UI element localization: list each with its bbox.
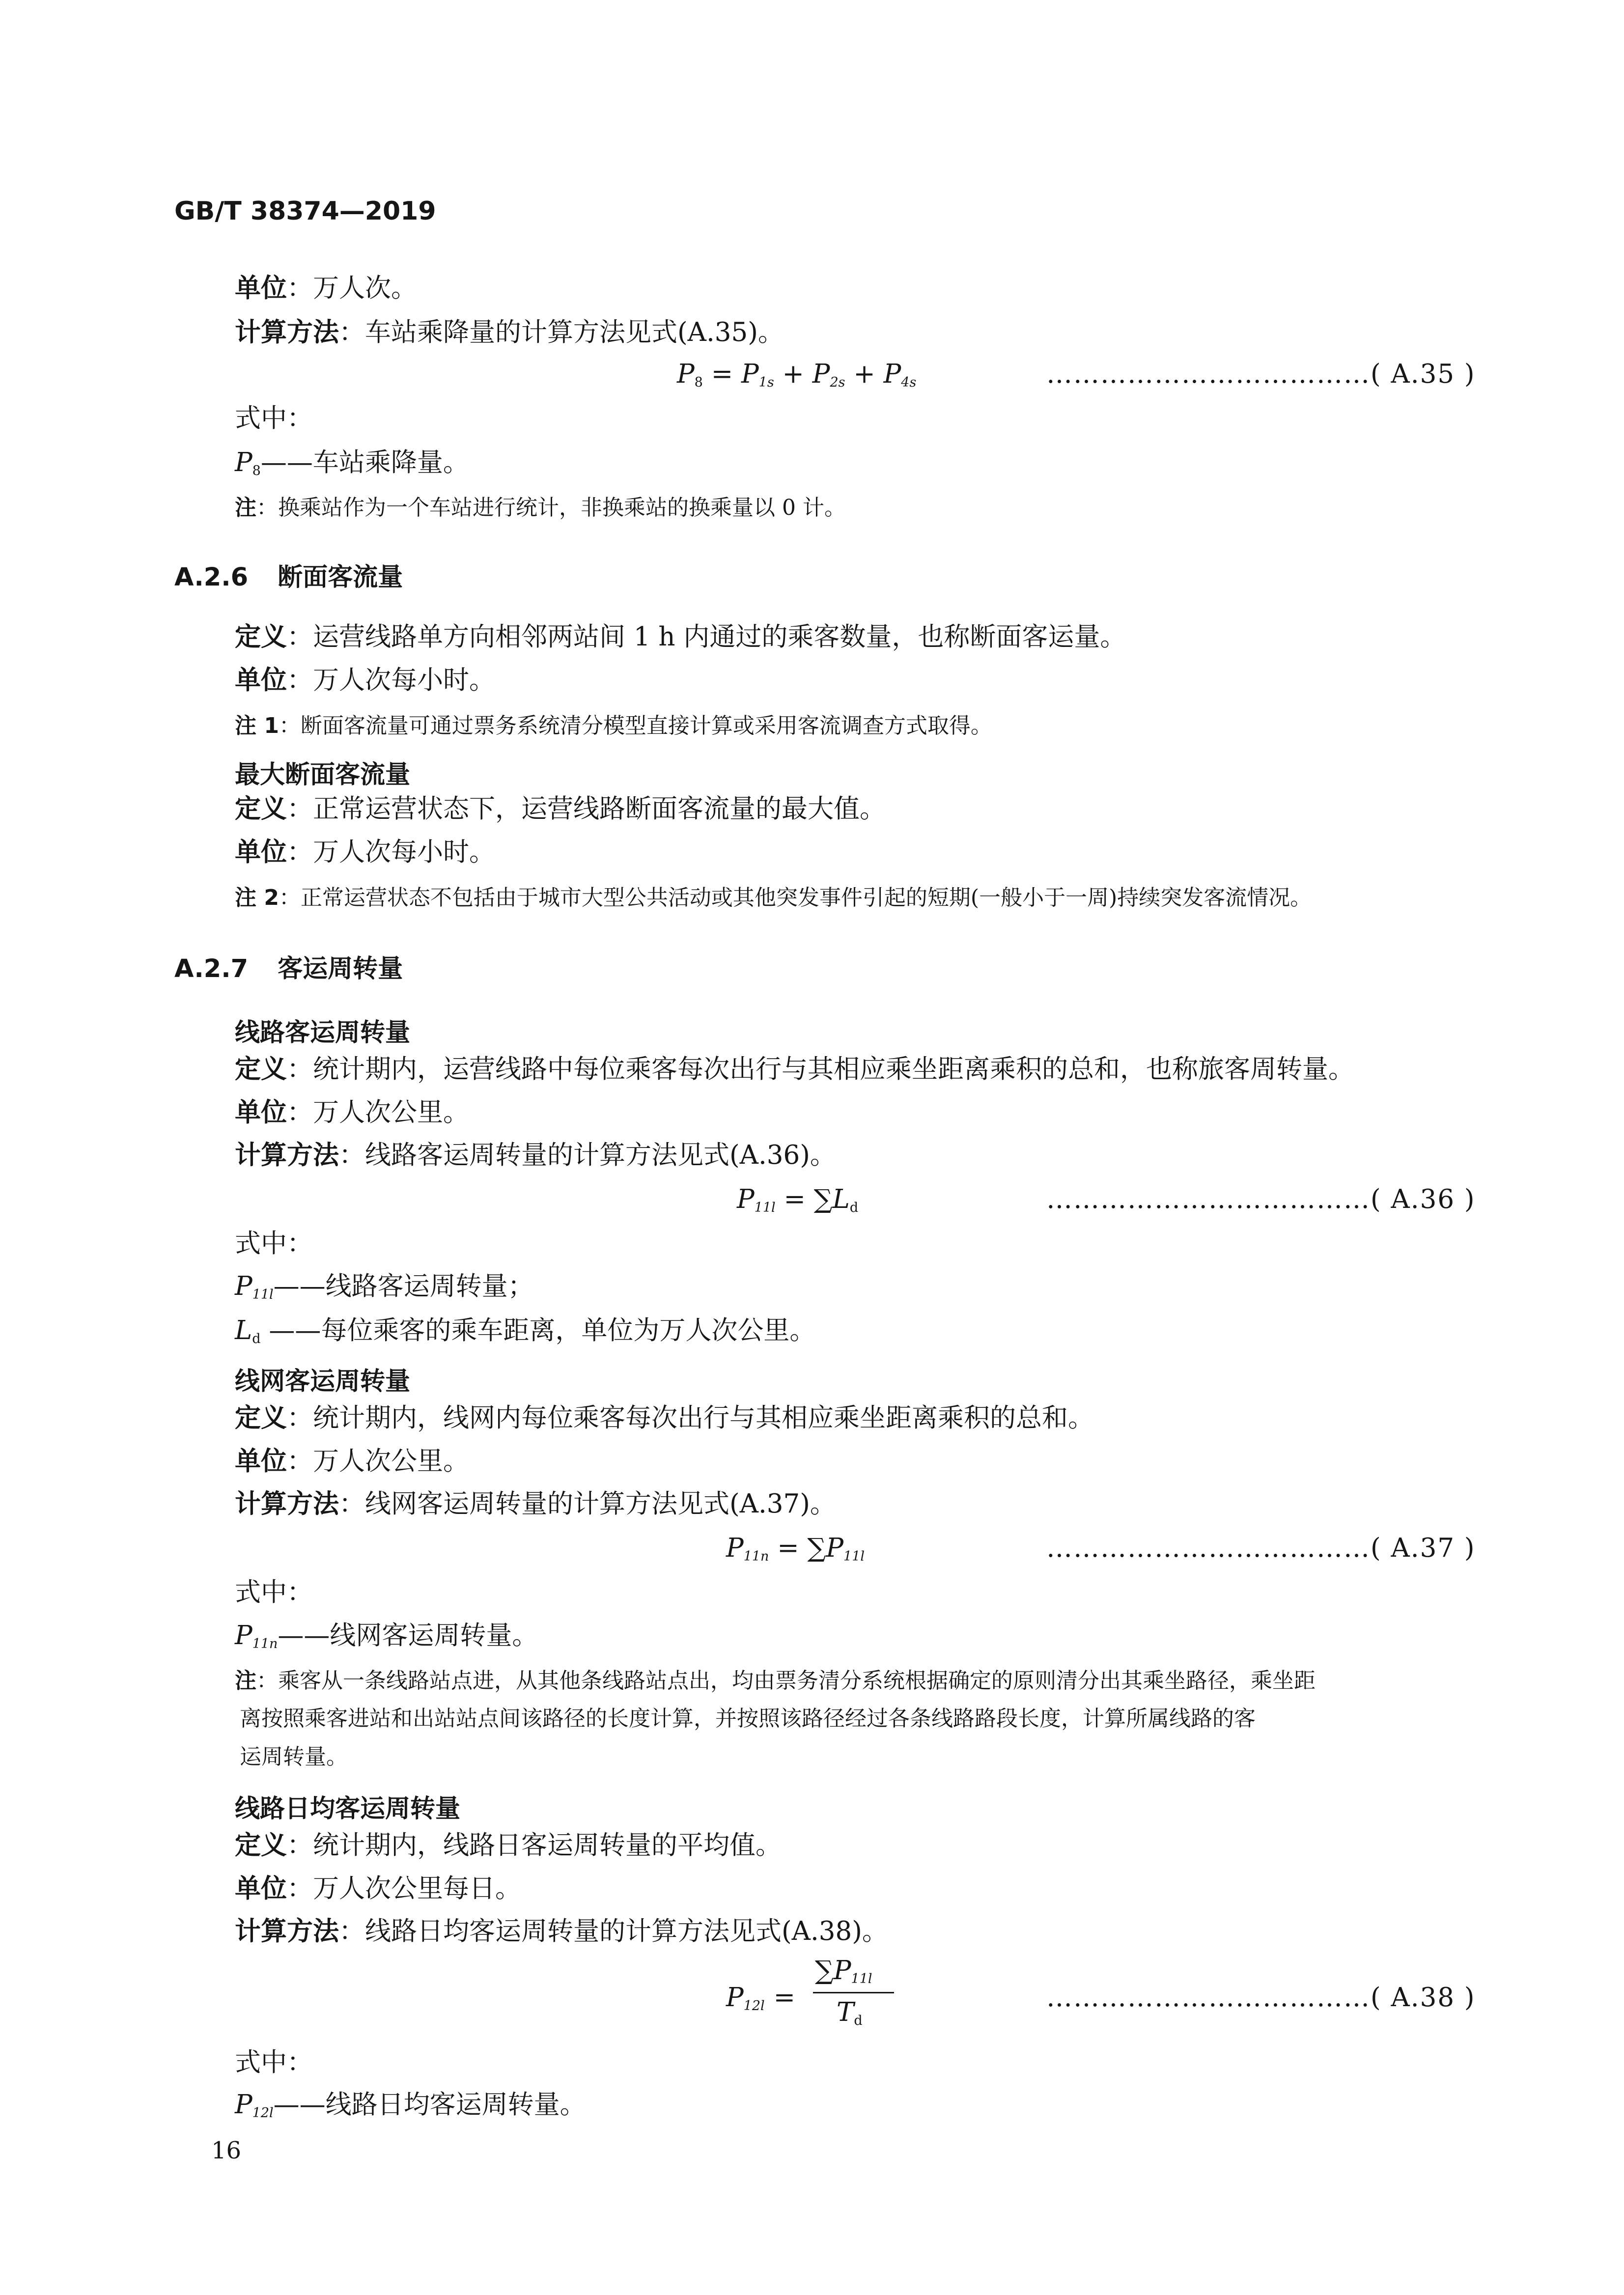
unit-line: 单位：万人次每小时。 [235, 837, 495, 867]
section-heading-a26: A.2.6 断面客流量 [174, 563, 403, 592]
formula-a37: $P_{11n} = \sum P_{11l}$ [726, 1533, 865, 1564]
where-label: 式中： [235, 1229, 313, 1259]
formula-a35: $P8 = P_{1s} + P_{2s} + P_{4s}$ [677, 359, 917, 390]
unit-line: 单位：万人次公里。 [235, 1446, 469, 1476]
fraction-numerator: $\sum P_{11l}$ [815, 1956, 872, 1987]
definition-line: 定义：统计期内，线网内每位乘客每次出行与其相应乘坐距离乘积的总和。 [235, 1403, 1094, 1433]
variable-def: Ld ——每位乘客的乘车距离，单位为万人次公里。 [235, 1315, 816, 1346]
unit-line [235, 275, 417, 301]
formula-a38-fraction [813, 1958, 896, 2031]
formula-a36-ref: ………………………………( A.36 ) [1046, 1184, 1476, 1214]
note: 注：乘客从一条线路站点进，从其他条线路站点出，均由票务清分系统根据确定的原则清分出其乘坐路径，乘坐距 [235, 1668, 1316, 1693]
formula-a37-ref: ………………………………( A.37 ) [1046, 1533, 1476, 1563]
fraction-bar [813, 1992, 894, 1993]
fraction-denominator: Td [837, 1997, 863, 2028]
unit-line: 单位：万人次每小时。 [235, 665, 495, 695]
note-1: 注 1：断面客流量可通过票务系统清分模型直接计算或采用客流调查方式取得。 [235, 713, 992, 738]
method-label: 计算方法 [235, 317, 339, 347]
method-line: 计算方法：线网客运周转量的计算方法见式(A.37)。 [235, 1489, 836, 1519]
note-2: 注 2：正常运营状态不包括由于城市大型公共活动或其他突发事件引起的短期(一般小于一周)持续突发客流情况。 [235, 885, 1312, 910]
method-line: 计算方法：线路客运周转量的计算方法见式(A.36)。 [235, 1140, 836, 1170]
page-number: 16 [211, 2137, 242, 2164]
method-line: 计算方法：线路日均客运周转量的计算方法见式(A.38)。 [235, 1916, 888, 1946]
variable-def: P8——车站乘降量。 [235, 448, 469, 478]
definition-line: 定义：正常运营状态下，运营线路断面客流量的最大值。 [235, 794, 886, 824]
unit-line: 单位：万人次公里每日。 [235, 1874, 521, 1903]
term-line-turnover: 线路客运周转量 [235, 1018, 411, 1047]
term-network-turnover: 线网客运周转量 [235, 1367, 411, 1396]
standard-number: GB/T 38374—2019 [174, 196, 436, 226]
method-line [235, 319, 784, 345]
formula-a36: $P_{11l} = \sum Ld$ [737, 1184, 859, 1215]
method-value: ：车站乘降量的计算方法见式(A.35)。 [339, 317, 784, 347]
variable-def: $P_{12l}——$线路日均客运周转量。 [235, 2090, 586, 2121]
term-max-section-flow: 最大断面客流量 [235, 760, 411, 789]
note-continued: 离按照乘客进站和出站站点间该路径的长度计算，并按照该路径经过各条线路路段长度，计算所属线路的客 [240, 1706, 1256, 1731]
where-label: 式中： [235, 403, 313, 433]
variable-def: $P_{11n}——$线网客运周转量。 [235, 1621, 538, 1651]
note: 注：换乘站作为一个车站进行统计，非换乘站的换乘量以 0 计。 [235, 495, 846, 520]
unit-label: 单位 [235, 273, 287, 303]
formula-a38-ref: ………………………………( A.38 ) [1046, 1983, 1476, 2013]
unit-line: 单位：万人次公里。 [235, 1097, 469, 1127]
definition-line: 定义：运营线路单方向相邻两站间 1 h 内通过的乘客数量，也称断面客运量。 [235, 622, 1126, 652]
where-label: 式中： [235, 2047, 313, 2077]
term-daily-line-turnover: 线路日均客运周转量 [235, 1794, 461, 1823]
definition-line: 定义：统计期内，运营线路中每位乘客每次出行与其相应乘坐距离乘积的总和，也称旅客周转量。 [235, 1054, 1354, 1084]
formula-a38-lhs: $P_{12l}$ = [726, 1983, 796, 2014]
definition-line: 定义：统计期内，线路日客运周转量的平均值。 [235, 1830, 782, 1860]
section-heading-a27: A.2.7 客运周转量 [174, 954, 403, 983]
where-label: 式中： [235, 1577, 313, 1607]
variable-def: $P_{11l}——$线路客运周转量； [235, 1271, 534, 1302]
unit-value: ：万人次。 [287, 273, 417, 303]
note-continued: 运周转量。 [240, 1744, 348, 1769]
formula-a35-ref: ………………………………( A.35 ) [1046, 359, 1476, 389]
